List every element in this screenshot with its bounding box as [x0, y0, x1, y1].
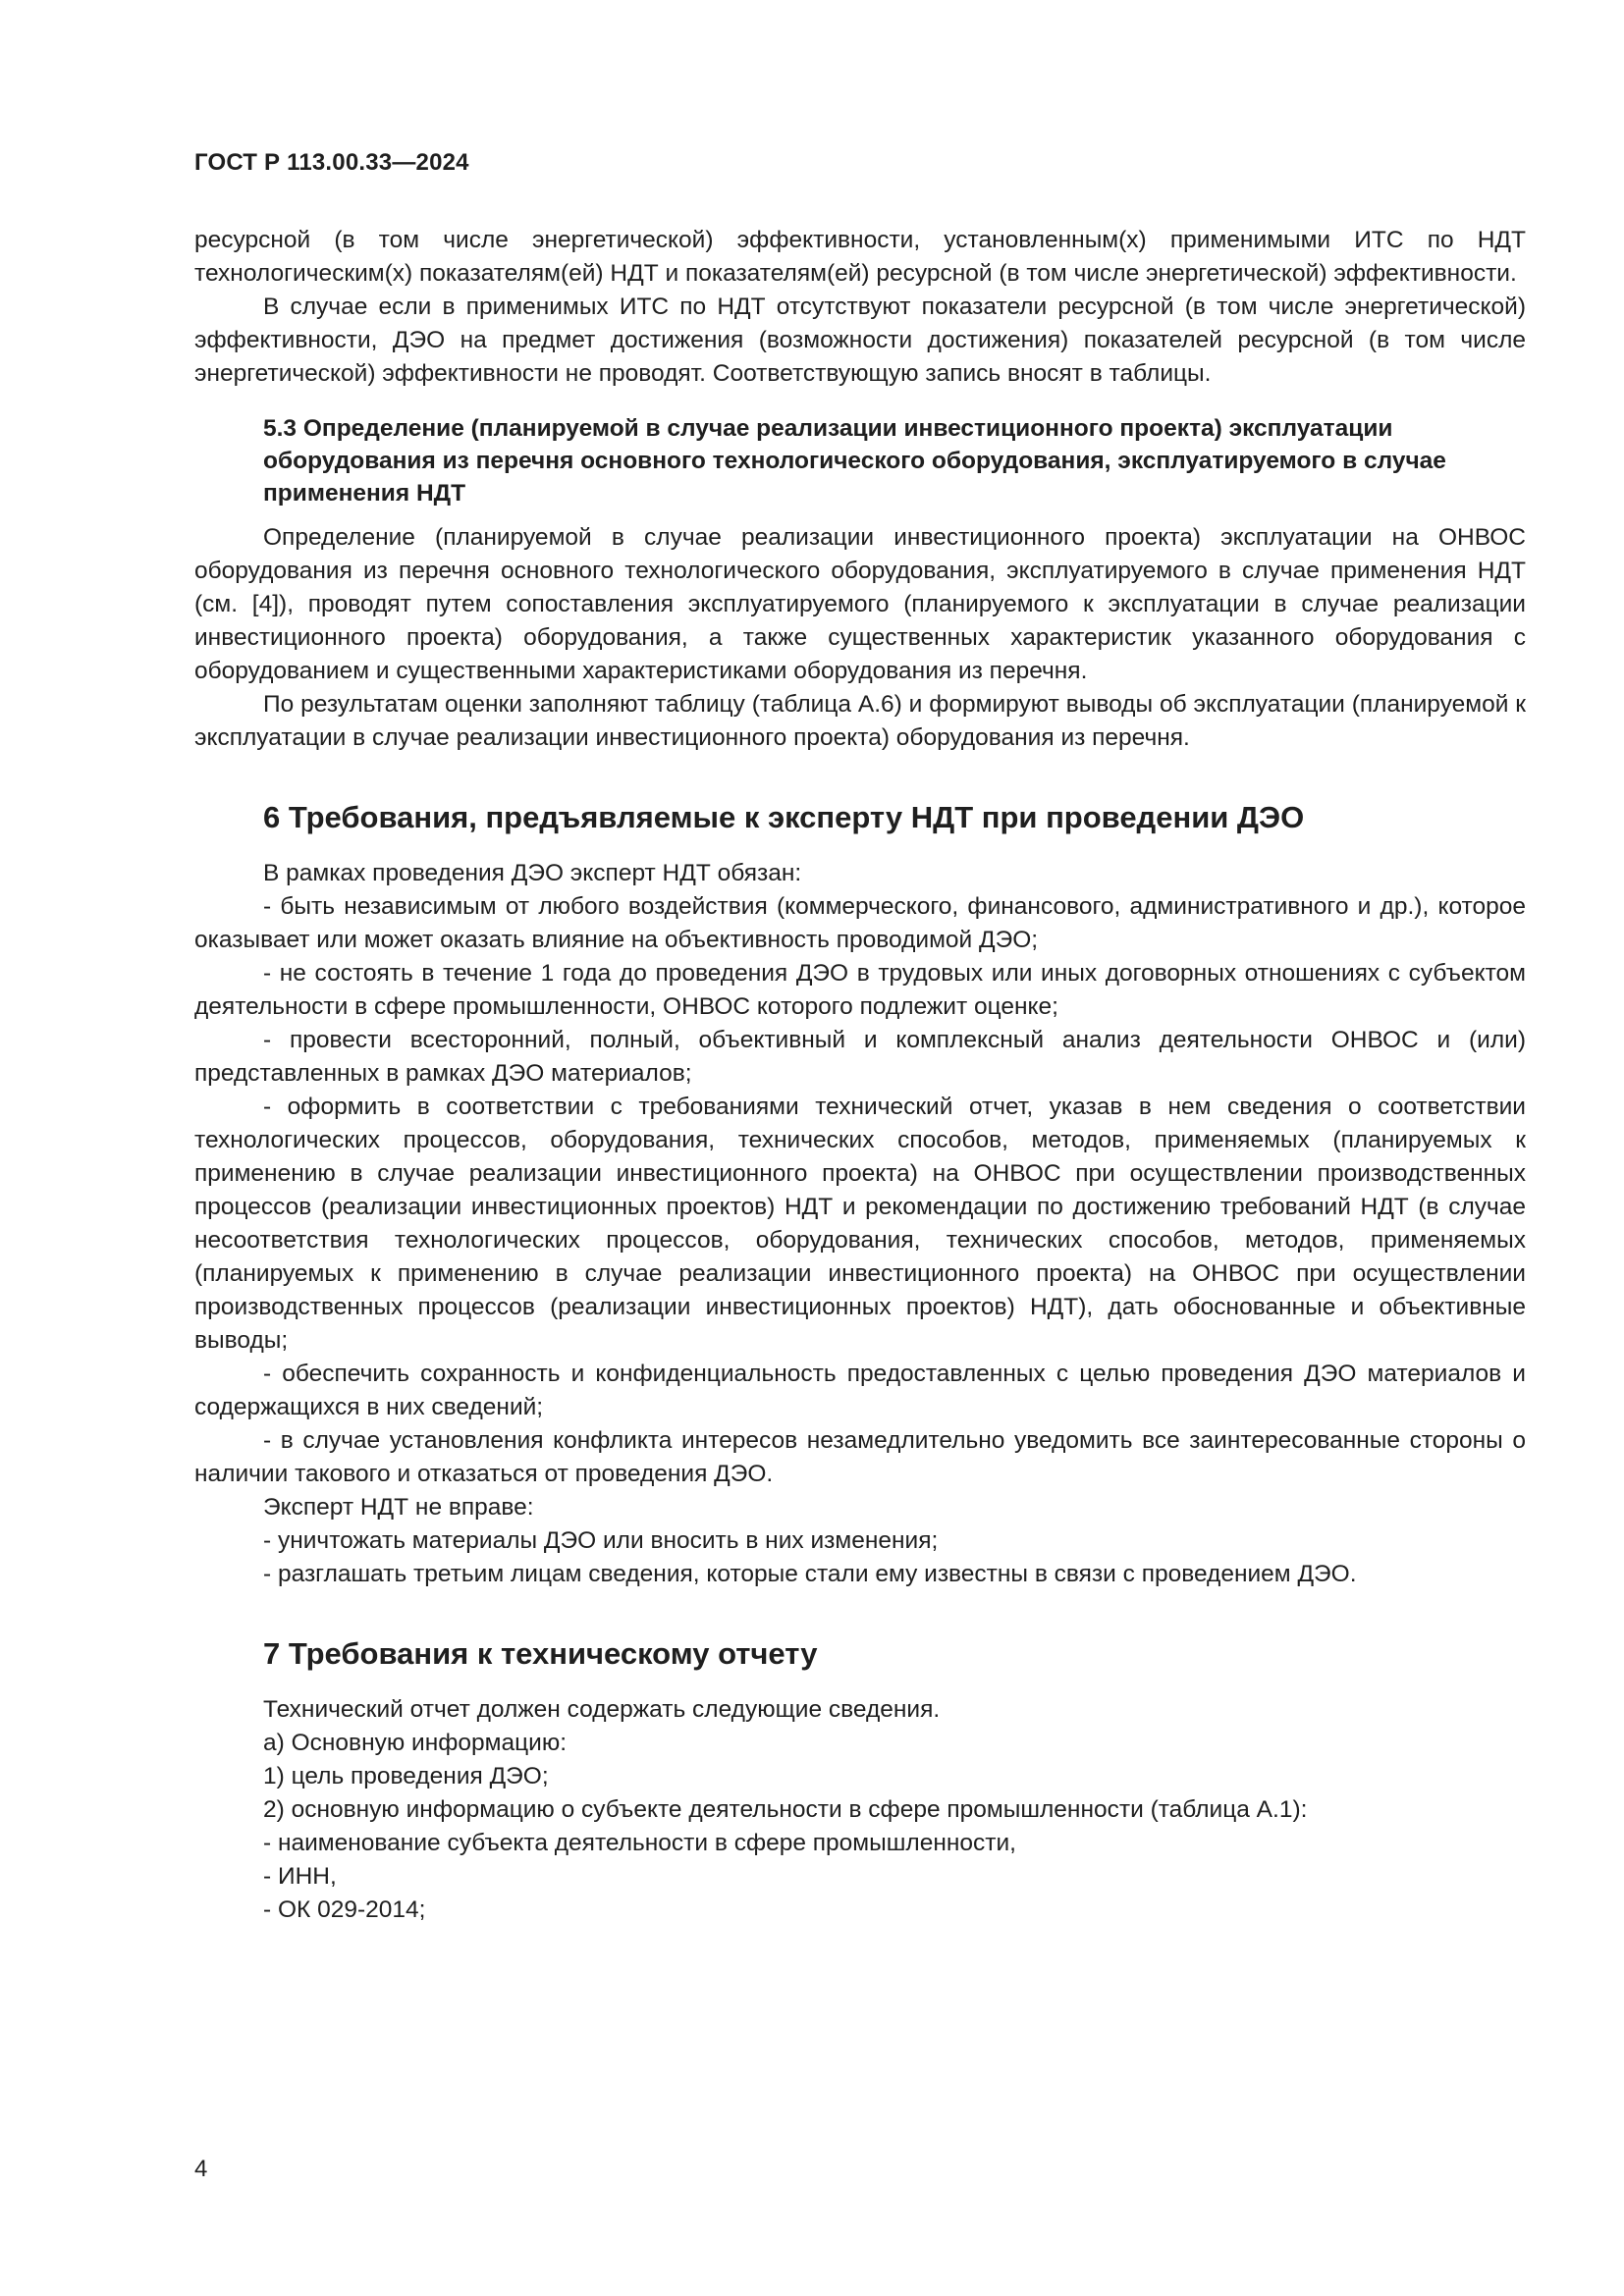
report-item: 2) основную информацию о субъекте деятельности в сфере промышленности (таблица А.1):: [263, 1796, 1308, 1823]
section-7-heading: 7 Требования к техническому отчету: [263, 1636, 818, 1671]
section-6-heading: 6 Требования, предъявляемые к эксперту НДТ при проведении ДЭО: [263, 800, 1305, 834]
prohibition-item: - разглашать третьим лицам сведения, которые стали ему известны в связи с проведением ДЭО.: [263, 1561, 1357, 1587]
prohibition-item: - уничтожать материалы ДЭО или вносить в них изменения;: [263, 1527, 939, 1554]
paragraph-5-3-definition: Определение (планируемой в случае реализации инвестиционного проекта) эксплуатации на ОНВОС оборудования из перечня основного технологического оборудования, эксплуатируемого в случае применения НДТ (см. [4]), проводят путем сопоставления эксплуатируемого (планируемого к эксплуатации в случае реализации инвестиционного проекта) оборудования, а также существенных характеристик указанного оборудования с оборудованием и существенными характеристиками оборудования из перечня.: [194, 524, 1526, 684]
document-code-header: ГОСТ Р 113.00.33—2024: [194, 149, 469, 176]
duty-item: - в случае установления конфликта интересов незамедлительно уведомить все заинтересованные стороны о наличии такового и отказаться от проведения ДЭО.: [194, 1427, 1526, 1487]
paragraph-6-not-allowed: Эксперт НДТ не вправе:: [263, 1494, 534, 1521]
duty-item: - не состоять в течение 1 года до проведения ДЭО в трудовых или иных договорных отношениях с субъектом деятельности в сфере промышленности, ОНВОС которого подлежит оценке;: [194, 960, 1526, 1020]
report-item: а) Основную информацию:: [263, 1730, 568, 1756]
report-contents-list: [194, 1727, 1526, 1927]
duty-item: - провести всесторонний, полный, объективный и комплексный анализ деятельности ОНВОС и (или) представленных в рамках ДЭО материалов;: [194, 1027, 1526, 1087]
duty-item: - обеспечить сохранность и конфиденциальность предоставленных с целью проведения ДЭО материалов и содержащихся в них сведений;: [194, 1361, 1526, 1420]
paragraph-6-intro: В рамках проведения ДЭО эксперт НДТ обязан:: [263, 860, 802, 886]
expert-prohibitions-list: [194, 1524, 1526, 1591]
report-item: 1) цель проведения ДЭО;: [263, 1763, 549, 1789]
expert-duties-list: [194, 890, 1526, 1491]
document-body: [194, 224, 1526, 1927]
paragraph-5-3-results: По результатам оценки заполняют таблицу (таблица А.6) и формируют выводы об эксплуатации (планируемой к эксплуатации в случае реализации инвестиционного проекта) оборудования из перечня.: [194, 691, 1526, 751]
duty-item: - быть независимым от любого воздействия (коммерческого, финансового, административного и др.), которое оказывает или может оказать влияние на объективность проводимой ДЭО;: [194, 893, 1526, 953]
paragraph-no-indicators: В случае если в применимых ИТС по НДТ отсутствуют показатели ресурсной (в том числе энергетической) эффективности, ДЭО на предмет достижения (возможности достижения) показателей ресурсной (в том числе энергетической) эффективности не проводят. Соответствующую запись вносят в таблицы.: [194, 294, 1526, 387]
report-item: - ОК 029-2014;: [263, 1896, 426, 1923]
section-5-3-heading: 5.3 Определение (планируемой в случае реализации инвестиционного проекта) эксплуатации оборудования из перечня основного технологического оборудования, эксплуатируемого в случае применения НДТ: [263, 415, 1446, 507]
report-item: - наименование субъекта деятельности в сфере промышленности,: [263, 1830, 1016, 1856]
report-item: - ИНН,: [263, 1863, 337, 1890]
duty-item: - оформить в соответствии с требованиями технический отчет, указав в нем сведения о соответствии технологических процессов, оборудования, технических способов, методов, применяемых (планируемых к применению в случае реализации инвестиционного проекта) на ОНВОС при осуществлении производственных процессов (реализации инвестиционных проектов) НДТ и рекомендации по достижению требований НДТ (в случае несоответствия технологических процессов, оборудования, технических способов, методов, применяемых (планируемых к применению в случае реализации инвестиционного проекта) на ОНВОС при осуществлении производственных процессов (реализации инвестиционных проектов) НДТ), дать обоснованные и объективные выводы;: [194, 1094, 1526, 1354]
page-number: 4: [194, 2156, 208, 2182]
paragraph-continued: ресурсной (в том числе энергетической) эффективности, установленным(х) применимыми ИТС по НДТ технологическим(х) показателям(ей) НДТ и показателям(ей) ресурсной (в том числе энергетической) эффективности.: [194, 227, 1526, 287]
paragraph-7-intro: Технический отчет должен содержать следующие сведения.: [263, 1696, 941, 1723]
